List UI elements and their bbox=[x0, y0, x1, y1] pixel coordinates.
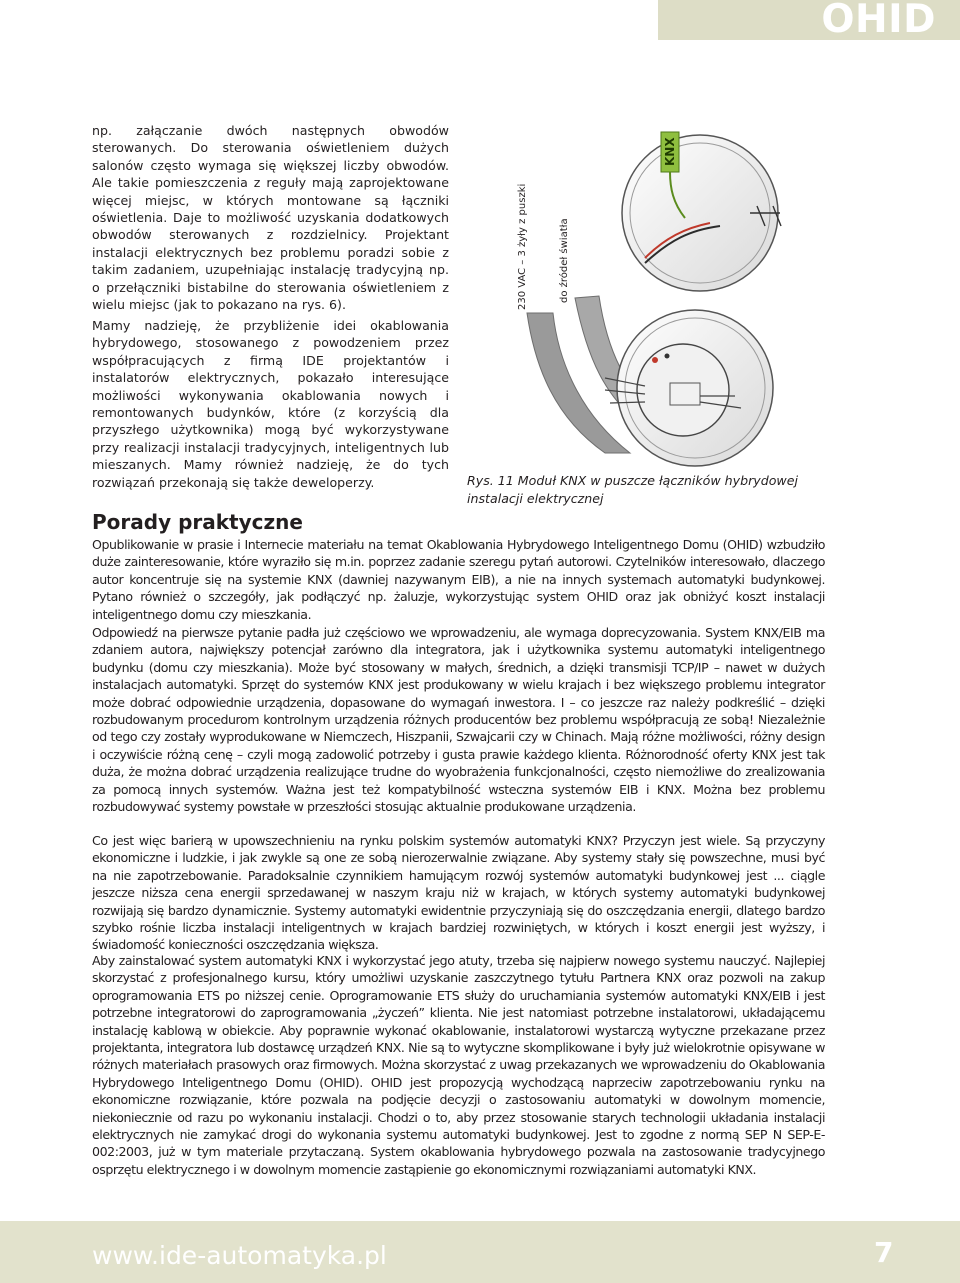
figure-caption: Rys. 11 Moduł KNX w puszcze łączników hybrydowej instalacji elektrycznej bbox=[467, 473, 798, 506]
header-banner bbox=[658, 0, 960, 40]
label-cable: 230 VAC – 3 żyły z puszki bbox=[517, 183, 528, 310]
intro-paragraph-1: np. załączanie dwóch następnych obwodów sterowanych. Do sterowania oświetleniem dużych salonów często wymaga się większej liczby obwodów. Ale takie pomieszczenia z reguły mają zaprojektowane więcej miejsc, w których montowane są łączniki oświetlenia. Daje to możliwość uzyskania dodatkowych obwodów sterowanych z rozdzielnicy. Projektant instalacji elektrycznych bez problemu poradzi sobie z takim zadaniem, uzupełniając instalację tradycyjną np. o przełączniki bistabilne do sterowania oświetleniem z wielu miejsc (jak to pokazano na rys. 6). bbox=[92, 123, 449, 313]
wiring-figure bbox=[495, 128, 840, 468]
label-lights: do źródeł światła bbox=[559, 218, 570, 303]
intro-paragraph-2: Mamy nadzieję, że przybliżenie idei okablowania hybrydowego, stosowanego z powodzeniem przez współpracujących z firmą IDE projektantów i instalatorów elektrycznych, pokazało interesujące możliwości wykonywania okablowania nowych i remontowanych budynków, które (z korzyścią dla przyszłego użytkownika) mogą być wykorzystywane przy realizacji instalacji tradycyjnych, inteligentnych lub mieszanych. Mamy również nadzieję, że do tych rozwiązań przekonają się także deweloperzy. bbox=[92, 318, 449, 490]
section-paragraph-4: Aby zainstalować system automatyki KNX i wykorzystać jego atuty, trzeba się najpierw nowego systemu nauczyć. Najlepiej skorzystać z profesjonalnego kursu, który umożliwi uzyskanie zaszczytnego tytułu Partnera KNX oraz pozwoli na zakup oprogramowania ETS po niższej cenie. Oprogramowanie ETS służy do uruchamiania systemów automatyki KNX/EIB i jest potrzebne integratorowi do zaprogramowania „życzeń” klienta. Nie jest natomiast potrzebne instalatorowi, układającemu instalację kablową w obiekcie. Aby poprawnie wykonać okablowanie, instalatorowi wystarczą wytyczne przekazane przez projektanta, integratora lub dostawcę urządzeń KNX. Nie są to wytyczne skomplikowane i były już wielokrotnie opisywane w różnych materiałach prasowych oraz firmowych. Można skorzystać z uwag przekazanych we wprowadzeniu do Okablowania Hybrydowego Inteligentnego Domu (OHID). OHID jest propozycją wychodzącą naprzeciw zapotrzebowaniu rynku na ekonomiczne rozwiązanie, które pozwala na podjęcie decyzji o zastosowaniu automatyki w dowolnym momencie, niekoniecznie od razu po wykonaniu instalacji. Chodzi o to, aby przez stosowanie starych technologii układania instalacji elektrycznych nie zamykać drogi do wykonania systemu automatyki budynkowej. Jest to zgodne z normą SEP N SEP-E-002:2003, już w tym materiale przytaczaną. System okablowania hybrydowego pozwala na zastosowanie tradycyjnego osprzętu elektrycznego i w dowolnym momencie zastąpienie go ekonomicznymi rozwiązaniami automatyki KNX. bbox=[92, 953, 825, 1177]
knx-module bbox=[637, 344, 729, 436]
section-paragraph-1: Opublikowanie w prasie i Internecie materiału na temat Okablowania Hybrydowego Inteligentnego Domu (OHID) wzbudziło duże zainteresowanie, które wyraziło się m.in. poprzez zadanie szeregu pytań autorowi. Czytelników interesowało, dlaczego autor koncentruje się na systemie KNX (dawniej nazywanym EIB), a nie na innych systemach automatyki budynkowej. Pytano również o szczegóły, jak podłączyć np. żaluzje, wykorzystując system OHID oraz jak obniżyć koszt instalacji inteligentnego domu czy mieszkania. bbox=[92, 537, 825, 622]
knx-tag-label: KNX bbox=[663, 137, 677, 166]
brand-name: OHID bbox=[821, 0, 936, 42]
knx-module-diagram bbox=[495, 128, 840, 468]
section-heading: Porady praktyczne bbox=[92, 510, 303, 534]
module-led bbox=[652, 357, 658, 363]
footer-website-link[interactable]: www.ide-automatyka.pl bbox=[92, 1241, 387, 1270]
section-paragraph-3: Co jest więc barierą w upowszechnieniu na rynku polskim systemów automatyki KNX? Przyczyn jest wiele. Są przyczyny ekonomiczne i ludzkie, i jak zwykle są one ze sobą nierozerwalnie związane. Aby systemy stały się powszechne, musi być na nie zapotrzebowanie. Paradoksalnie czynnikiem hamującym rozwój systemów automatyki budynkowej jest ... ciągle jeszcze niższa cena energii sprzedawanej w naszym kraju niż w krajach, w których systemy automatyki budynkowej rozwijają się bardzo dynamicznie. Systemy automatyki ewidentnie przyczyniają się do oszczędzania energii, dlatego bardzo szybko rośnie liczba instalacji inteligentnych w krajach bardziej rozwiniętych, w których i koszt energii jest wyższy, i świadomość konieczności oszczędzania większa. bbox=[92, 833, 825, 953]
page-number: 7 bbox=[874, 1236, 894, 1269]
section-paragraph-2: Odpowiedź na pierwsze pytanie padła już częściowo we wprowadzeniu, ale wymaga doprecyzowania. System KNX/EIB ma zdaniem autora, największy potencjał zarówno dla integratora, jak i użytkownika systemu automatyki inteligentnego budynku (domu czy mieszkania). Może być stosowany w małych, średnich, a dzięki transmisji TCP/IP – nawet w dużych instalacjach automatyki. Sprzęt do systemów KNX jest produkowany w wielu krajach i bez większego problemu integrator może dobrać odpowiednie urządzenia, dopasowane do wymagań inwestora. I – co jeszcze raz należy podkreślić – dzięki rozbudowanym procedurom kontrolnym urządzenia różnych producentów bez problemu współpracują ze sobą! Niezależnie od tego czy zostały wyprodukowane w Niemczech, Hiszpanii, Szwajcarii czy w Chinach. Mają różne możliwości, różny design i oczywiście różną cenę – czyli mogą zadowolić potrzeby i gusta prawie każdego klienta. Różnorodność oferty KNX jest tak duża, że można dobrać urządzenia realizujące trudne do wyobrażenia funkcjonalności, często niemożliwe do zrealizowania za pomocą innych systemów. Ważna jest też kompatybilność wsteczna systemów EIB i KNX. Można bez problemu rozbudowywać systemy powstałe w przeszłości stosując aktualnie produkowane urządzenia. bbox=[92, 625, 825, 815]
